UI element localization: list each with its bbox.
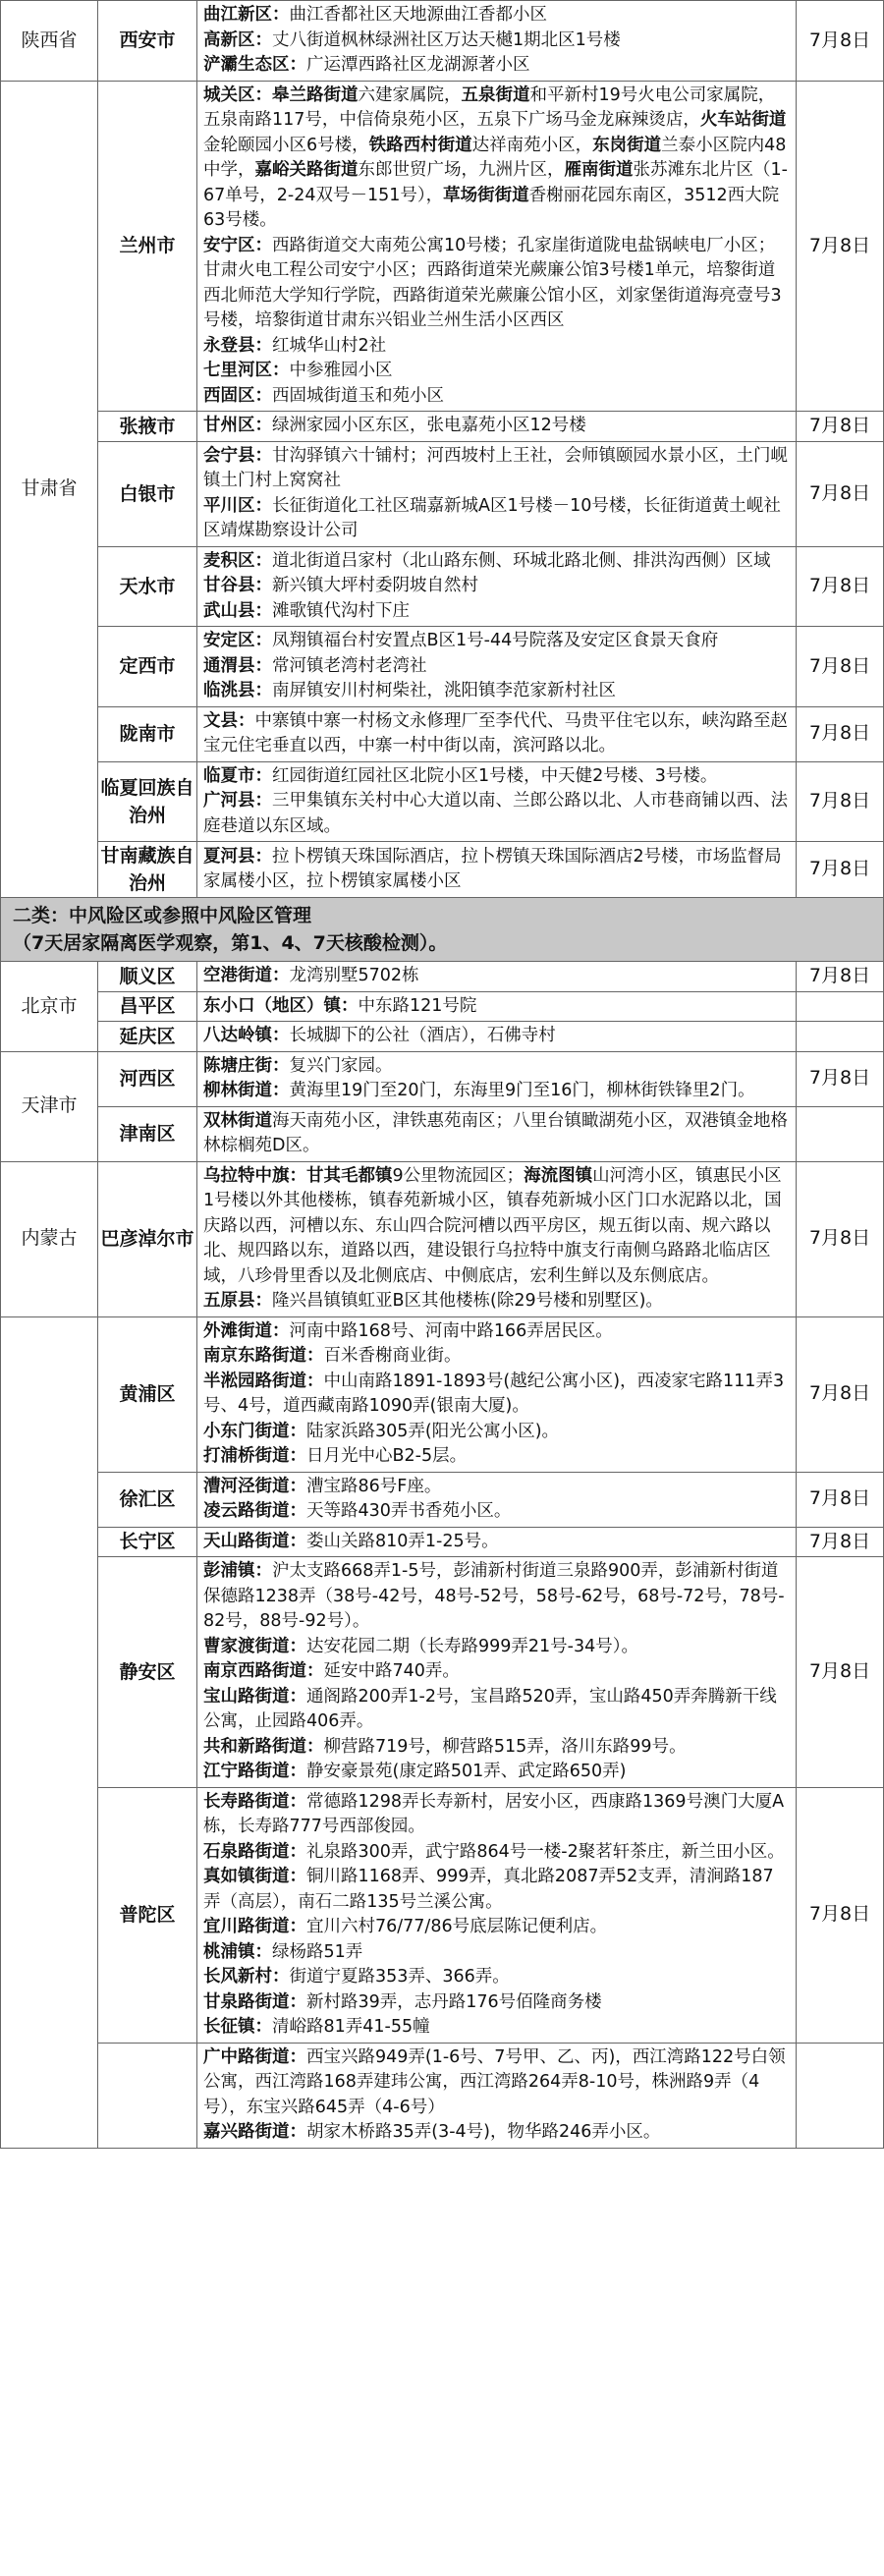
area-detail-cell xyxy=(197,546,797,627)
district-name: 彭浦镇： xyxy=(203,1561,272,1581)
date-cell xyxy=(797,991,884,1022)
city-cell: 天水市 xyxy=(98,546,197,627)
district-name: 长寿路街道： xyxy=(203,1791,306,1812)
table-row xyxy=(1,1051,884,1106)
area-text: 静安豪景苑(康定路501弄、武定路650弄) xyxy=(306,1762,627,1781)
area-text: 道北街道吕家村（北山路东侧、环城北路北侧、排洪沟西侧）区域 xyxy=(272,550,771,571)
city-cell: 张掖市 xyxy=(98,412,197,442)
date-cell xyxy=(797,1106,884,1161)
area-text: 曲江香都社区天地源曲江香都小区 xyxy=(289,5,547,25)
city-cell: 延庆区 xyxy=(98,1022,197,1052)
district-name: 文县： xyxy=(203,710,255,731)
area-detail-cell xyxy=(197,1316,797,1472)
city-cell: 顺义区 xyxy=(98,962,197,992)
area-text: 金轮颐园小区6号楼， xyxy=(203,135,369,155)
date-cell: 7月8日 xyxy=(797,1,884,82)
table-row xyxy=(1,1787,884,2043)
city-cell: 徐汇区 xyxy=(98,1472,197,1527)
area-text: 通阁路200弄1-2号，宝昌路520弄，宝山路450弄奔腾新干线公寓，止园路406弄。 xyxy=(203,1686,777,1731)
district-name: 打浦桥街道： xyxy=(203,1446,306,1466)
city-cell: 临夏回族自治州 xyxy=(98,761,197,842)
area-text: 胡家木桥路35弄(3-4号)，物华路246弄小区。 xyxy=(306,2122,661,2142)
district-name: 柳林街道： xyxy=(203,1081,290,1100)
area-text: 广运潭西路社区龙湖源著小区 xyxy=(306,55,530,75)
area-text: 9公里物流园区； xyxy=(392,1165,525,1186)
area-detail-cell xyxy=(197,1022,797,1052)
district-name: 高新区： xyxy=(203,29,272,50)
city-cell: 津南区 xyxy=(98,1106,197,1161)
district-name: 双林街道 xyxy=(203,1110,272,1131)
table-row xyxy=(1,412,884,442)
area-text: 西宝兴路949弄(1-6号、7号甲、乙、丙)，西江湾路122号白领公寓，西江湾路168弄建玮公寓，西江湾路264弄8-10号，株洲路9弄（4号），东宝兴路645弄（4-6号） xyxy=(203,2046,786,2117)
area-text: 西路街道交大南苑公寓10号楼；孔家崖街道陇电盐锅峡电厂小区；甘肃火电工程公司安宁小区；西路街道荣光蕨廉公馆3号楼1单元，培黎街道西北师范大学知行学院，西路街道荣光蕨廉公馆小区，刘家堡街道海亮壹号3号楼，培黎街道甘肃东兴铝业兰州生活小区西区 xyxy=(203,235,782,330)
province-cell: 天津市 xyxy=(1,1051,98,1161)
district-name: 广中路街道： xyxy=(203,2046,306,2067)
area-text: 东郎世贸广场，九洲片区， xyxy=(358,160,565,180)
table-row xyxy=(1,1,884,82)
district-name: 武山县： xyxy=(203,600,272,621)
area-text: 漕宝路86号F座。 xyxy=(306,1476,442,1496)
date-cell: 7月8日 xyxy=(797,441,884,546)
date-cell: 7月8日 xyxy=(797,1051,884,1106)
area-text: 张苏滩东北片区（1-67单号，2-24双号－151号）， xyxy=(203,160,788,205)
district-name: 真如镇街道： xyxy=(203,1867,306,1886)
date-cell: 7月8日 xyxy=(797,1316,884,1472)
area-text: 丈八街道枫林绿洲社区万达天樾1期北区1号楼 xyxy=(272,29,621,50)
table-row xyxy=(1,1557,884,1788)
date-cell: 7月8日 xyxy=(797,412,884,442)
district-name: 天山路街道： xyxy=(203,1531,306,1551)
area-text: 海天南苑小区，津铁惠苑南区；八里台镇瞰湖苑小区，双港镇金地格林棕榈苑D区。 xyxy=(203,1110,788,1155)
district-name: 皋兰路街道 xyxy=(272,84,359,105)
section-header-text: （7天居家隔离医学观察，第1、4、7天核酸检测）。 xyxy=(13,932,448,954)
city-cell xyxy=(98,2043,197,2148)
area-detail-cell xyxy=(197,1106,797,1161)
section-header-text: 二类：中风险区或参照中风险区管理 xyxy=(13,905,312,926)
area-text: 达安花园二期（长寿路999弄21号-34号）。 xyxy=(306,1636,639,1656)
area-detail-cell xyxy=(197,412,797,442)
district-name: 甘谷县： xyxy=(203,576,272,595)
district-name: 八达岭镇： xyxy=(203,1026,290,1045)
area-text: 兰泰小区院内48中学， xyxy=(203,135,787,180)
area-detail-cell xyxy=(197,1527,797,1557)
area-text: 滩歌镇代沟村下庄 xyxy=(272,600,410,621)
city-cell: 兰州市 xyxy=(98,81,197,412)
city-cell: 白银市 xyxy=(98,441,197,546)
area-text: 甘沟驿镇六十铺村；河西坡村上王社，会师镇颐园水景小区，土门岘镇土门村上窝窝社 xyxy=(203,445,788,490)
date-cell: 7月8日 xyxy=(797,1787,884,2043)
province-cell: 陕西省 xyxy=(1,1,98,82)
district-name: 共和新路街道： xyxy=(203,1736,324,1757)
area-detail-cell xyxy=(197,761,797,842)
date-cell: 7月8日 xyxy=(797,546,884,627)
date-cell: 7月8日 xyxy=(797,962,884,992)
district-name: 嘉兴路街道： xyxy=(203,2122,306,2142)
area-text: 山河湾小区，镇惠民小区1号楼以外其他楼栋，镇春苑新城小区，镇春苑新城小区门口水泥路以北，国庆路以西，河槽以东、东山四合院河槽以西平房区，规五街以南、规六路以北、规四路以东，道路以西，建设银行乌拉特中旗支行南侧乌路路北临店区域，八珍骨里香以及北侧底店、中侧底店，宏利生鲜以及东侧底店。 xyxy=(203,1165,782,1286)
area-text: 百米香榭商业街。 xyxy=(323,1346,462,1366)
table-row xyxy=(1,1161,884,1316)
district-name: 西固区： xyxy=(203,385,272,406)
date-cell: 7月8日 xyxy=(797,1472,884,1527)
section-header xyxy=(1,898,884,962)
district-name: 南京东路街道： xyxy=(203,1346,324,1366)
city-cell: 河西区 xyxy=(98,1051,197,1106)
date-cell xyxy=(797,1022,884,1052)
area-text: 凤翔镇福台村安置点B区1号-44号院落及安定区食景天食府 xyxy=(272,631,719,650)
district-name: 火车站街道 xyxy=(699,110,787,130)
area-text: 宜川六村76/77/86号底层陈记便利店。 xyxy=(306,1917,608,1936)
district-name: 陈塘庄街： xyxy=(203,1055,290,1076)
district-name: 曹家渡街道： xyxy=(203,1636,306,1656)
district-name: 草场街街道 xyxy=(443,185,529,205)
city-cell: 普陀区 xyxy=(98,1787,197,2043)
table-row xyxy=(1,842,884,898)
district-name: 半淞园路街道： xyxy=(203,1371,324,1391)
city-cell: 巴彦淖尔市 xyxy=(98,1161,197,1316)
city-cell: 黄浦区 xyxy=(98,1316,197,1472)
district-name: 五泉街道 xyxy=(461,84,530,105)
area-detail-cell xyxy=(197,1,797,82)
city-cell: 定西市 xyxy=(98,627,197,707)
area-text: 黄海里19门至20门，东海里9门至16门，柳林街铁锋里2门。 xyxy=(289,1081,755,1100)
district-name: 临洮县： xyxy=(203,681,272,700)
area-text: 六建家属院， xyxy=(358,84,462,105)
district-name: 麦积区： xyxy=(203,550,272,571)
province-cell xyxy=(1,1316,98,2148)
date-cell: 7月8日 xyxy=(797,1557,884,1788)
date-cell: 7月8日 xyxy=(797,842,884,898)
district-name: 会宁县： xyxy=(203,445,272,466)
area-text: 南屏镇安川村柯柴社，洮阳镇李范家新村社区 xyxy=(272,681,616,700)
district-name: 夏河县： xyxy=(203,846,272,867)
table-row xyxy=(1,962,884,992)
district-name: 曲江新区： xyxy=(203,5,290,25)
area-text: 龙湾别墅5702栋 xyxy=(289,966,419,985)
table-row xyxy=(1,627,884,707)
area-detail-cell xyxy=(197,962,797,992)
area-detail-cell xyxy=(197,1787,797,2043)
city-cell: 静安区 xyxy=(98,1557,197,1788)
date-cell: 7月8日 xyxy=(797,1161,884,1316)
district-name: 广河县： xyxy=(203,791,272,811)
area-text: 常河镇老湾村老湾社 xyxy=(272,655,427,676)
district-name: 凌云路街道： xyxy=(203,1501,306,1521)
area-text: 礼泉路300弄，武宁路864号一楼-2聚茗轩茶庄，新兰田小区。 xyxy=(306,1841,785,1862)
area-text: 复兴门家园。 xyxy=(289,1055,393,1076)
table-row xyxy=(1,2043,884,2148)
province-cell: 甘肃省 xyxy=(1,81,98,898)
district-name: 甘州区： xyxy=(203,416,272,435)
district-name: 长征镇： xyxy=(203,2017,272,2037)
district-name: 海流图镇 xyxy=(524,1165,593,1186)
area-text: 中参雅园小区 xyxy=(289,361,393,380)
district-name: 空港街道： xyxy=(203,966,290,985)
area-detail-cell xyxy=(197,991,797,1022)
table-row xyxy=(1,81,884,412)
area-text: 西固城街道玉和苑小区 xyxy=(272,385,444,406)
province-cell: 内蒙古 xyxy=(1,1161,98,1316)
area-text: 柳营路719号，柳营路515弄，洛川东路99号。 xyxy=(323,1736,687,1757)
area-text: 中山南路1891-1893号(越纪公寓小区)，西凌家宅路111弄3号、4号，道西藏南路1090弄(银南大厦)。 xyxy=(203,1371,785,1416)
district-name: 浐灞生态区： xyxy=(203,55,306,75)
area-detail-cell xyxy=(197,627,797,707)
table-row xyxy=(1,1316,884,1472)
province-cell: 北京市 xyxy=(1,962,98,1052)
city-cell: 西安市 xyxy=(98,1,197,82)
area-text: 达祥南苑小区， xyxy=(471,135,593,155)
area-text: 长城脚下的公社（酒店），石佛寺村 xyxy=(289,1026,556,1045)
area-text: 新村路39弄，志丹路176号佰隆商务楼 xyxy=(306,1991,602,2012)
area-detail-cell xyxy=(197,1051,797,1106)
district-name: 七里河区： xyxy=(203,361,290,380)
area-text: 铜川路1168弄、999弄，真北路2087弄52支弄，清涧路187弄（高层），南石二路135号兰溪公寓。 xyxy=(203,1867,774,1912)
city-cell: 陇南市 xyxy=(98,706,197,761)
area-text: 香榭丽花园东南区，3512西大院63号楼。 xyxy=(203,185,780,230)
area-text: 红园街道红园社区北院小区1号楼，中天健2号楼、3号楼。 xyxy=(272,765,718,786)
area-detail-cell xyxy=(197,1557,797,1788)
date-cell: 7月8日 xyxy=(797,81,884,412)
area-text: 日月光中心B2-5层。 xyxy=(306,1446,468,1466)
district-name: 南京西路街道： xyxy=(203,1661,324,1681)
city-cell: 甘南藏族自治州 xyxy=(98,842,197,898)
city-cell: 长宁区 xyxy=(98,1527,197,1557)
district-name: 铁路西村街道 xyxy=(368,135,472,155)
area-detail-cell xyxy=(197,1161,797,1316)
area-detail-cell xyxy=(197,81,797,412)
district-name: 五原县： xyxy=(203,1291,272,1311)
district-name: 甘其毛都镇 xyxy=(306,1165,393,1186)
table-row xyxy=(1,761,884,842)
district-name: 临夏市： xyxy=(203,765,272,786)
date-cell: 7月8日 xyxy=(797,706,884,761)
section-header-row xyxy=(1,898,884,962)
district-name: 平川区： xyxy=(203,495,272,516)
table-row xyxy=(1,1106,884,1161)
table-row xyxy=(1,1022,884,1052)
table-row xyxy=(1,441,884,546)
date-cell: 7月8日 xyxy=(797,1527,884,1557)
area-text: 拉卜楞镇天珠国际酒店，拉卜楞镇天珠国际酒店2号楼，市场监督局家属楼小区，拉卜楞镇家属楼小区 xyxy=(203,846,782,891)
city-cell: 昌平区 xyxy=(98,991,197,1022)
district-name: 宜川路街道： xyxy=(203,1917,306,1936)
area-text: 河南中路168号、河南中路166弄居民区。 xyxy=(289,1320,613,1341)
district-name: 安宁区： xyxy=(203,235,272,255)
district-name: 安定区： xyxy=(203,631,272,650)
district-name: 宝山路街道： xyxy=(203,1686,306,1707)
area-text: 街道宁夏路353弄、366弄。 xyxy=(289,1967,510,1987)
area-detail-cell xyxy=(197,441,797,546)
area-text: 绿洲家园小区东区，张电嘉苑小区12号楼 xyxy=(272,416,586,435)
table-row xyxy=(1,1472,884,1527)
district-name: 永登县： xyxy=(203,335,272,356)
district-name: 城关区： xyxy=(203,84,272,105)
district-name: 外滩街道： xyxy=(203,1320,290,1341)
area-text: 常德路1298弄长寿新村，居安小区，西康路1369号澳门大厦A栋，长寿路777号西部俊园。 xyxy=(203,1791,785,1836)
area-text: 沪太支路668弄1-5号，彭浦新村街道三泉路900弄，彭浦新村街道保德路1238弄（38号-42号，48号-52号，58号-62号，68号-72号，78号-82号，88号-92号）。 xyxy=(203,1561,785,1631)
area-text: 三甲集镇东关村中心大道以南、兰郎公路以北、人市巷商铺以西、法庭巷道以东区域。 xyxy=(203,791,788,836)
area-text: 长征街道化工社区瑞嘉新城A区1号楼－10号楼，长征街道黄土岘社区靖煤勘察设计公司 xyxy=(203,495,781,540)
area-text: 红城华山村2社 xyxy=(272,335,387,356)
district-name: 甘泉路街道： xyxy=(203,1991,306,2012)
district-name: 漕河泾街道： xyxy=(203,1476,306,1496)
table-row xyxy=(1,991,884,1022)
area-text: 清峪路81弄41-55幢 xyxy=(272,2017,430,2037)
area-text: 天等路430弄书香苑小区。 xyxy=(306,1501,512,1521)
district-name: 长风新村： xyxy=(203,1967,290,1987)
area-text: 中东路121号院 xyxy=(358,995,477,1016)
district-name: 东岗街道 xyxy=(592,135,662,155)
area-detail-cell xyxy=(197,706,797,761)
date-cell: 7月8日 xyxy=(797,761,884,842)
table-row xyxy=(1,546,884,627)
district-name: 东小口（地区）镇： xyxy=(203,995,359,1016)
district-name: 江宁路街道： xyxy=(203,1762,306,1781)
area-detail-cell xyxy=(197,842,797,898)
area-text: 和平新村19号火电公司家属院，五泉南路117号，中信倚泉苑小区，五泉下广场马金龙麻辣烫店， xyxy=(203,84,776,130)
table-row xyxy=(1,706,884,761)
area-text: 绿杨路51弄 xyxy=(272,1941,363,1962)
district-name: 嘉峪关路街道 xyxy=(254,160,359,180)
area-text: 隆兴昌镇镇虹亚B区其他楼栋(除29号楼和别墅区)。 xyxy=(272,1291,663,1311)
date-cell xyxy=(797,2043,884,2148)
district-name: 小东门街道： xyxy=(203,1421,306,1441)
date-cell: 7月8日 xyxy=(797,627,884,707)
district-name: 雁南街道 xyxy=(564,160,634,180)
area-detail-cell xyxy=(197,2043,797,2148)
district-name: 通渭县： xyxy=(203,655,272,676)
table-row xyxy=(1,1527,884,1557)
district-name: 桃浦镇： xyxy=(203,1941,272,1962)
area-text: 娄山关路810弄1-25号。 xyxy=(306,1531,499,1551)
district-name: 石泉路街道： xyxy=(203,1841,306,1862)
area-text: 陆家浜路305弄(阳光公寓小区)。 xyxy=(306,1421,560,1441)
district-name: 乌拉特中旗： xyxy=(203,1165,306,1186)
area-detail-cell xyxy=(197,1472,797,1527)
area-text: 中寨镇中寨一村杨文永修理厂至李代代、马贵平住宅以东，峡沟路至赵宝元住宅垂直以西，中寨一村中街以南，滨河路以北。 xyxy=(203,710,788,756)
area-text: 新兴镇大坪村委阴坡自然村 xyxy=(272,576,478,595)
area-text: 延安中路740弄。 xyxy=(323,1661,460,1681)
